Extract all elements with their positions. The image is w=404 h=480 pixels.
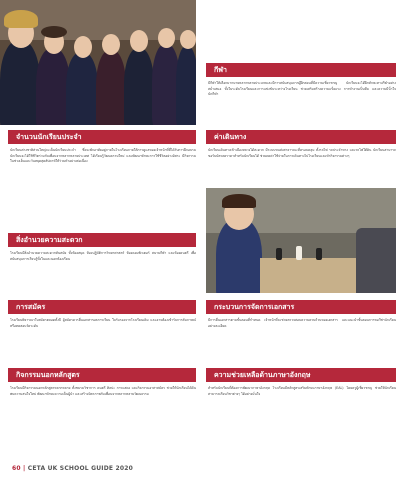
section-title-facilities: สิ่งอำนวยความสะดวก [8,233,196,247]
class-size-text: นักเรียนต่างชาติส่วนใหญ่จะเป็นนักเรียนประจำ ซึ่งจะพักอาศัยอยู่ภายในโรงเรียนภายใต้การดูแลของเจ้าหน้าที่ที่ได้รับการฝึกอบรม นักเรียนจะได้ใช้ชีวิตร่วมกับเพื่อนจากหลากหลายประเทศ ได้เรียนรู้วัฒนธรรมใหม่ และพัฒนาทักษะการใช้ชีวิตอย่างอิสระ มีกิจกรรมในช่วงเย็นและวันหยุดสุดสัปดาห์ให้ร่วมทำอย่างต่อเนื่อง [10,148,196,164]
page-footer [12,465,133,472]
admissions-text: โรงเรียนพิจารณาใบสมัครตลอดทั้งปี ผู้สมัครควรยื่นเอกสารผลการเรียน ใบรับรองจากโรงเรียนเดิม และอาจต้องเข้ารับการสัมภาษณ์หรือทดสอบวัดระดับ [10,318,196,328]
facilities-text: โรงเรียนมีสิ่งอำนวยความสะดวกทันสมัย ทั้งห้องสมุด ห้องปฏิบัติการวิทยาศาสตร์ ห้องคอมพิวเตอร์ สนามกีฬา และห้องดนตรี เพื่อสนับสนุนการเรียนรู้ทั้งในและนอกห้องเรียน [10,251,196,261]
students-photo [0,0,196,125]
divider-bar: | [23,465,28,472]
section-title-class-size: จำนวนนักเรียนประจำ [8,130,196,144]
chess-photo [206,188,396,293]
costs-text: นักเรียนเดินทางเข้าเมืองหลวงได้สะดวก มีระบบขนส่งสาธารณะที่ครอบคลุม ทั้งรถไฟ รถประจำทาง และรถไฟใต้ดิน นักเรียนสามารถขอรับบัตรลดราคาสำหรับนักเรียนได้ ช่วยลดค่าใช้จ่ายในการเดินทางไปโรงเรียนและทำกิจกรรมต่างๆ [208,148,396,158]
documents-text: มีการยื่นเอกสารตามขั้นตอนที่กำหนด เจ้าหน้าที่จะช่วยตรวจสอบความครบถ้วนของเอกสาร และแนะนำขั้นตอนการขอวีซ่านักเรียนอย่างละเอียด [208,318,396,328]
publication-title: CETA UK SCHOOL GUIDE 2020 [27,465,133,472]
section-title-costs: ค่าเดินทาง [206,130,396,144]
section-title-extracurricular: กิจกรรมนอกหลักสูตร [8,368,196,382]
page-number: 60 [12,465,21,472]
language-text: สำหรับนักเรียนที่ต้องการพัฒนาภาษาอังกฤษ โรงเรียนมีหลักสูตรเสริมทักษะภาษาอังกฤษ (EAL) โดยครูผู้เชี่ยวชาญ ช่วยให้นักเรียนสามารถเรียนวิชาต่างๆ ได้อย่างมั่นใจ [208,386,396,396]
extracurricular-text: โรงเรียนมีกิจกรรมนอกหลักสูตรหลากหลาย ทั้งชมรมวิชาการ ดนตรี ศิลปะ การแสดง และกิจกรรมอาสาสมัคร ช่วยให้นักเรียนได้ค้นพบความสนใจใหม่ พัฒนาทักษะความเป็นผู้นำ และสร้างมิตรภาพกับเพื่อนจากหลากหลายวัฒนธรรม [10,386,196,396]
sport-text: มีกีฬาให้เลือกมากมายหลากหลายประเภทและมีการสนับสนุนจากผู้ฝึกสอนที่มีความเชี่ยวชาญ นักเรียนจะได้ฝึกทักษะทางกีฬาอย่างสม่ำเสมอ ทั้งในระดับโรงเรียนและการแข่งขันระหว่างโรงเรียน ช่วยเสริมสร้างความแข็งแรง การทำงานเป็นทีม และความมีน้ำใจนักกีฬา [208,81,396,97]
section-title-sport: กีฬา [206,63,396,77]
section-title-admissions: การสมัคร [8,300,196,314]
section-title-language: ความช่วยเหลือด้านภาษาอังกฤษ [206,368,396,382]
section-title-documents: กระบวนการจัดการเอกสาร [206,300,396,314]
